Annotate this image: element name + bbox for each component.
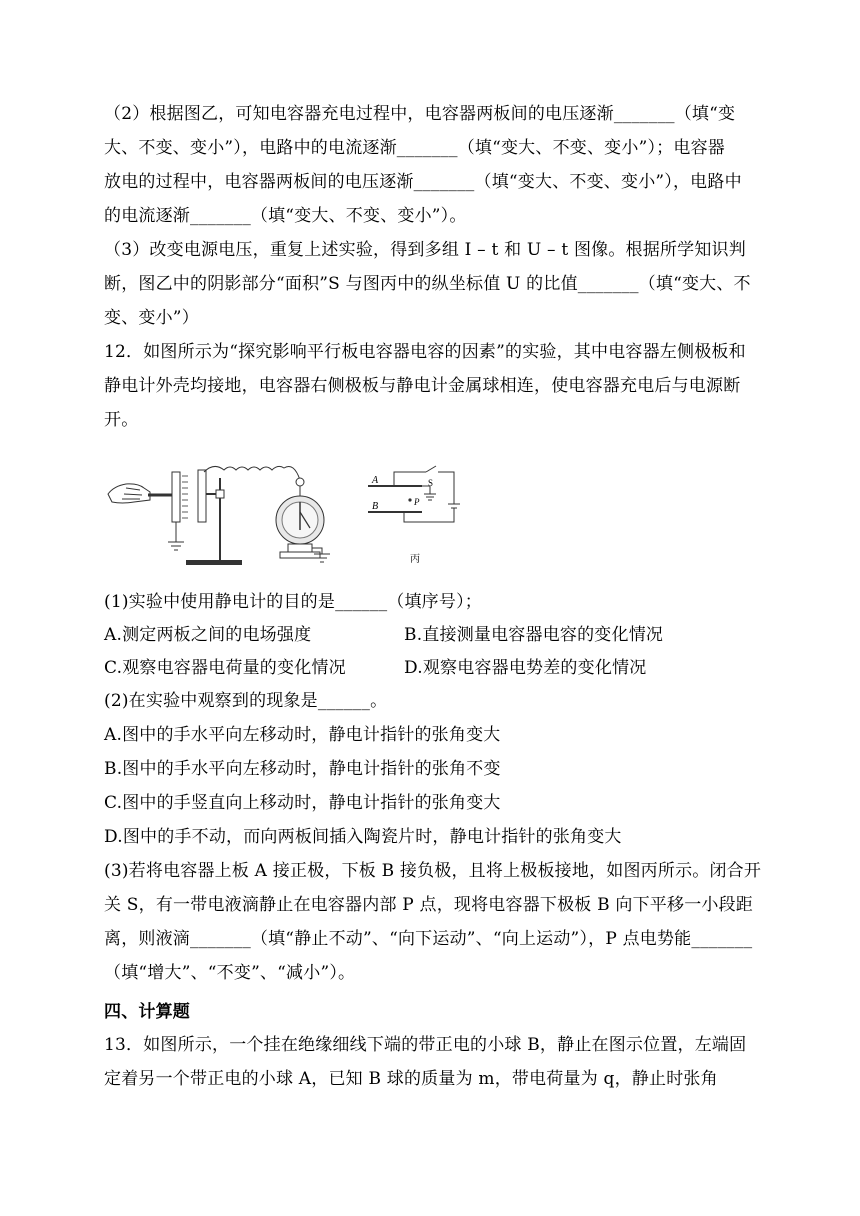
q12-intro-line-2: 静电计外壳均接地，电容器右侧极板与静电计金属球相连，使电容器充电后与电源断 (104, 376, 741, 396)
experiment-figure (104, 464, 484, 578)
stand-base (186, 560, 242, 565)
electroscope-base (280, 552, 320, 558)
q12-sub2-option-d: D.图中的手不动，而向两板间插入陶瓷片时，静电计指针的张角变大 (104, 827, 622, 847)
q12-sub2-option-b: B.图中的手水平向左移动时，静电计指针的张角不变 (104, 759, 501, 779)
electroscope-ball (296, 478, 304, 486)
q11-part3-line-2: 断，图乙中的阴影部分“面积”S 与图丙中的纵坐标值 U 的比值_______（填“变大、不 (104, 274, 751, 294)
q12-sub3-line-2: 关 S，有一带电液滴静止在电容器内部 P 点，现将电容器下极板 B 向下平移一小段距 (104, 895, 753, 915)
q12-sub2-option-a: A.图中的手水平向左移动时，静电计指针的张角变大 (104, 725, 501, 745)
stand-knob (216, 490, 224, 498)
label-a: A (372, 475, 379, 486)
electroscope-stand (288, 544, 312, 552)
q11-part2-line-2: 大、不变、变小”），电路中的电流逐渐_______（填“变大、不变、变小”）；电容器 (104, 138, 725, 158)
q12-sub3-line-4: （填“增大”、“不变”、“减小”）。 (104, 963, 356, 983)
label-p: P (414, 497, 420, 507)
q11-part2-line-1: （2）根据图乙，可知电容器充电过程中，电容器两板间的电压逐渐_______（填“变 (104, 104, 736, 124)
right-plate (198, 470, 206, 522)
label-s: S (428, 478, 434, 488)
q12-sub1-option-b: B.直接测量电容器电容的变化情况 (404, 625, 664, 645)
q12-sub1-stem: (1)实验中使用静电计的目的是______（填序号）； (104, 592, 482, 612)
q11-part3-line-1: （3）改变电源电压，重复上述实验，得到多组 I – t 和 U – t 图像。根据所学知识判 (104, 240, 746, 260)
left-plate (172, 472, 180, 522)
q11-part3-line-3: 变、变小”） (104, 308, 199, 328)
q12-sub3-line-1: (3)若将电容器上板 A 接正极，下板 B 接负极，且将上极板接地，如图丙所示。闭合开 (104, 861, 762, 881)
q12-intro-line-3: 开。 (104, 410, 139, 430)
q12-sub1-option-c: C.观察电容器电荷量的变化情况 (104, 658, 346, 678)
q12-sub3-line-3: 离，则液滴_______（填“静止不动”、“向下运动”、“向上运动”），P 点电势能_______ (104, 929, 753, 949)
q12-sub2-stem: (2)在实验中观察到的现象是______。 (104, 691, 388, 711)
q12-intro-line-1: 12．如图所示为“探究影响平行板电容器电容的因素”的实验，其中电容器左侧极板和 (104, 342, 746, 362)
q12-sub2-option-c: C.图中的手竖直向上移动时，静电计指针的张角变大 (104, 793, 501, 813)
q12-sub1-option-d: D.观察电容器电势差的变化情况 (404, 658, 647, 678)
figure-svg (104, 464, 484, 574)
q13-line-2: 定着另一个带正电的小球 A，已知 B 球的质量为 m，带电荷量为 q，静止时张角 (104, 1069, 718, 1089)
section-title: 四、计算题 (104, 1002, 190, 1022)
ground-symbol-left (168, 542, 184, 550)
plate-charges (182, 476, 188, 518)
q13-line-1: 13．如图所示，一个挂在绝缘细线下端的带正电的小球 B，静止在图示位置，左端固 (104, 1035, 747, 1055)
figure-caption: 丙 (410, 554, 420, 565)
label-b: B (372, 501, 379, 512)
point-p-dot (408, 498, 411, 501)
q11-part2-line-4: 的电流逐渐_______（填“变大、不变、变小”）。 (104, 206, 467, 226)
coiled-wire (204, 466, 300, 480)
hand-icon (108, 484, 150, 503)
circuit-diagram (368, 466, 460, 522)
q11-part2-line-3: 放电的过程中，电容器两板间的电压逐渐_______（填“变大、不变、变小”），电路中 (104, 172, 742, 192)
q12-sub1-option-a: A.测定两板之间的电场强度 (104, 625, 312, 645)
